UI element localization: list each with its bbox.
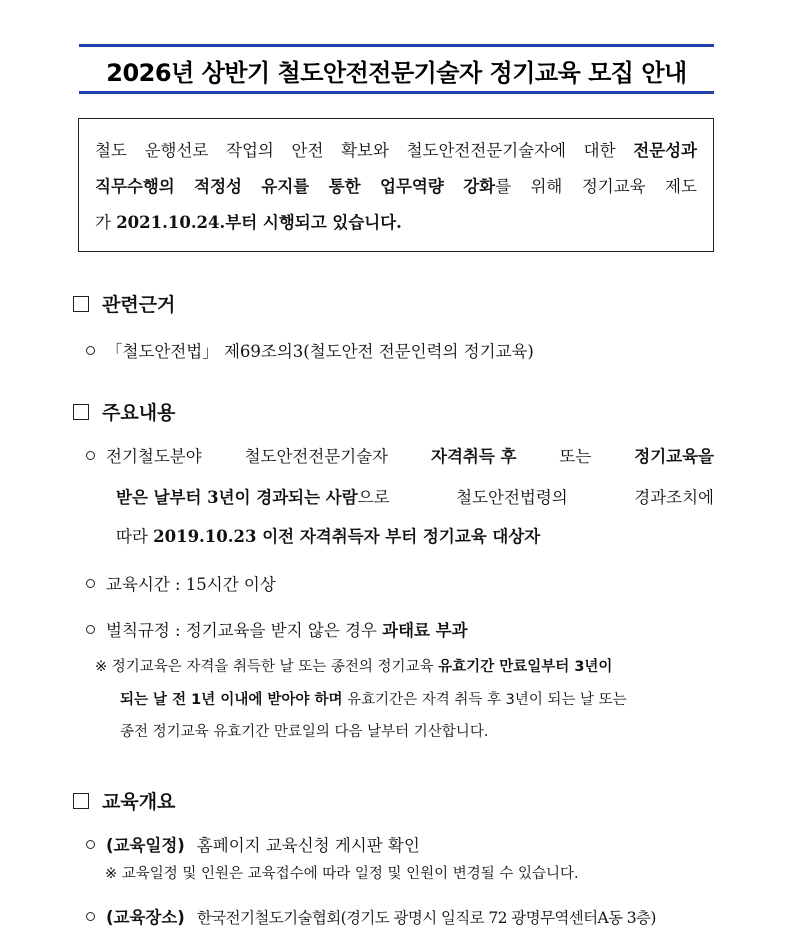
- intro-emphasis: 적정성: [194, 177, 242, 196]
- place-label: (교육장소): [106, 908, 185, 927]
- intro-line-3: [95, 205, 697, 241]
- text-emphasis: 자격취득 후: [431, 447, 517, 466]
- intro-word: 를: [495, 177, 512, 196]
- intro-emphasis: 통한: [328, 177, 361, 196]
- text-emphasis: 2019.10.23 이전 자격취득자 부터 정기교육 대상자: [153, 527, 541, 546]
- intro-emphasis: 전문성과: [633, 141, 697, 160]
- main-item-1-line-2: [116, 484, 714, 508]
- intro-emphasis: 직무수행의: [95, 177, 175, 196]
- overview-place: [86, 904, 656, 928]
- main-item-1-line-1: [106, 443, 714, 467]
- penalty-emphasis: 과태료 부과: [382, 621, 468, 640]
- intro-word: 작업의: [226, 141, 274, 160]
- schedule-note: ※ 교육일정 및 인원은 교육접수에 따라 일정 및 인원이 변경될 수 있습니다.: [105, 866, 579, 882]
- notice-line-1: [95, 655, 612, 676]
- main-item-2: [86, 571, 276, 595]
- intro-word: 대한: [583, 141, 616, 160]
- education-hours-text: 교육시간 : 15시간 이상: [106, 575, 276, 594]
- intro-word: 확보와: [341, 141, 389, 160]
- text-word: 철도안전법령의: [456, 488, 568, 507]
- section-title: 교육개요: [102, 791, 176, 813]
- checkbox-square-icon: [73, 296, 89, 312]
- intro-word: 운행선로: [144, 141, 209, 160]
- notice-text: 유효기간은 자격 취득 후 3년이 되는 날 또는: [342, 692, 627, 708]
- intro-emphasis: 강화: [463, 177, 496, 196]
- bullet-circle-icon: [86, 912, 95, 921]
- checkbox-square-icon: [73, 404, 89, 420]
- section-title: 관련근거: [102, 294, 176, 316]
- bullet-circle-icon: [86, 579, 95, 588]
- intro-box: [78, 118, 714, 252]
- intro-word: 정기교육: [581, 177, 646, 196]
- text-word: 철도안전전문기술자: [244, 447, 389, 466]
- bullet-circle-icon: [86, 346, 95, 355]
- notice-text: ※ 정기교육은 자격을 취득한 날 또는 종전의 정기교육: [95, 659, 439, 675]
- title-banner: [79, 44, 714, 94]
- basis-text: 「철도안전법」 제69조의3(철도안전 전문인력의 정기교육): [106, 342, 534, 361]
- intro-emphasis: 유지를: [261, 177, 310, 196]
- checkbox-square-icon: [73, 793, 89, 809]
- notice-line-2: [120, 688, 627, 709]
- bullet-circle-icon: [86, 625, 95, 634]
- bullet-circle-icon: [86, 840, 95, 849]
- intro-word: 가: [95, 213, 117, 232]
- text-word: 또는: [559, 447, 592, 466]
- schedule-text: 홈페이지 교육신청 게시판 확인: [196, 836, 420, 855]
- main-item-1: [86, 443, 714, 467]
- text-word: 따라: [116, 527, 154, 546]
- text-word: 으로: [357, 488, 390, 507]
- section-heading-basis: [73, 290, 175, 317]
- intro-emphasis: 업무역량: [380, 177, 444, 196]
- section-heading-main: [73, 398, 175, 425]
- intro-emphasis: 2021.10.24.부터 시행되고 있습니다.: [116, 213, 402, 232]
- text-emphasis: 정기교육을: [634, 447, 714, 466]
- intro-word: 제도: [665, 177, 697, 196]
- intro-word: 위해: [530, 177, 563, 196]
- section-title: 주요내용: [102, 402, 176, 424]
- place-text: 한국전기철도기술협회(경기도 광명시 일직로 72 광명무역센터A동 3층): [196, 909, 656, 927]
- main-item-1-line-3: [116, 523, 540, 547]
- intro-line-2: [95, 169, 697, 205]
- notice-emphasis: 되는 날 전 1년 이내에 받아야 하며: [120, 692, 343, 708]
- schedule-label: (교육일정): [106, 836, 185, 855]
- intro-word: 안전: [291, 141, 324, 160]
- basis-item: [86, 338, 534, 362]
- section-heading-overview: [73, 787, 175, 814]
- bullet-circle-icon: [86, 451, 95, 460]
- overview-schedule: [86, 832, 420, 856]
- notice-emphasis: 유효기간 만료일부터 3년이: [438, 659, 613, 675]
- text-emphasis: 받은 날부터 3년이 경과되는 사람: [116, 488, 358, 507]
- text-word: 전기철도분야: [106, 447, 202, 466]
- intro-line-1: [95, 133, 697, 169]
- notice-line-3: 종전 정기교육 유효기간 만료일의 다음 날부터 기산합니다.: [120, 724, 489, 740]
- main-item-3: [86, 617, 468, 641]
- penalty-text: 벌칙규정 : 정기교육을 받지 않은 경우: [106, 621, 383, 640]
- intro-word: 철도: [95, 141, 127, 160]
- text-word: 경과조치에: [634, 488, 714, 507]
- page-title: 2026년 상반기 철도안전전문기술자 정기교육 모집 안내: [106, 59, 687, 87]
- intro-word: 철도안전전문기술자에: [406, 141, 566, 160]
